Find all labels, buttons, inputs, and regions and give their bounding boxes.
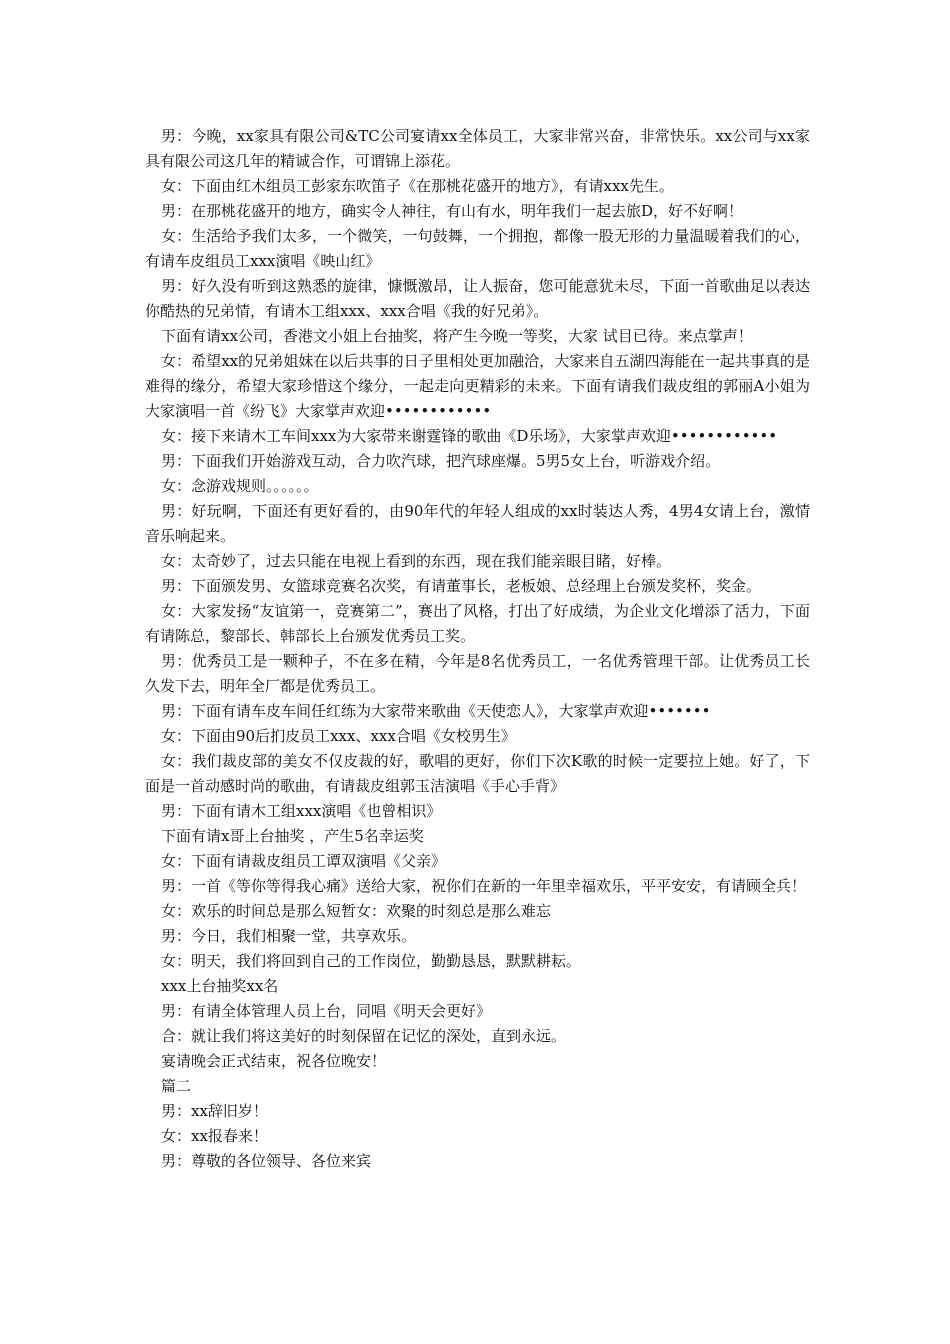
paragraph: 男：好久没有听到这熟悉的旋律，慷慨激昂，让人振奋，您可能意犹未尽，下面一首歌曲足以表达你酷热的兄弟情，有请木工组xxx、xxx合唱《我的好兄弟》。 xyxy=(145,277,810,320)
paragraph: 男：下面有请车皮车间任红练为大家带来歌曲《天使恋人》，大家掌声欢迎••••••• xyxy=(161,702,711,720)
paragraph: 女：下面由红木组员工彭家东吹笛子《在那桃花盛开的地方》，有请xxx先生。 xyxy=(161,177,674,195)
paragraph: 女：大家发扬“友谊第一，竞赛第二”，赛出了风格，打出了好成绩，为企业文化增添了活力，下面有请陈总，黎部长、韩部长上台颁发优秀员工奖。 xyxy=(145,602,810,645)
paragraph: 下面有请x哥上台抽奖 ，产生5名幸运奖 xyxy=(161,827,424,845)
paragraph: 男：优秀员工是一颗种子，不在多在精，今年是8名优秀员工，一名优秀管理干部。让优秀员工长久发下去，明年全厂都是优秀员工。 xyxy=(145,652,810,695)
paragraph: 女：下面由90后扪皮员工xxx、xxx合唱《女校男生》 xyxy=(161,727,516,745)
paragraph: 男：xx辞旧岁！ xyxy=(161,1102,268,1120)
paragraph: 男：好玩啊，下面还有更好看的，由90年代的年轻人组成的xx时装达人秀，4男4女请上台，激情音乐响起来。 xyxy=(145,502,810,545)
paragraph: 男：尊敬的各位领导、各位来宾 xyxy=(161,1152,372,1170)
paragraph: 女：生活给予我们太多，一个微笑，一句鼓舞，一个拥抱，都像一股无形的力量温暖着我们的心，有请车皮组员工xxx演唱《映山红》 xyxy=(145,227,810,270)
paragraph: 女：接下来请木工车间xxx为大家带来谢霆锋的歌曲《D乐场》，大家掌声欢迎•••••••••••• xyxy=(161,427,778,445)
paragraph: 男：今日，我们相聚一堂，共享欢乐。 xyxy=(161,927,417,945)
paragraph: 女：太奇妙了，过去只能在电视上看到的东西，现在我们能亲眼目睹，好棒。 xyxy=(161,552,672,570)
paragraph: 下面有请xx公司，香港文小姐上台抽奖，将产生今晚一等奖，大家 试目已待。来点掌声！ xyxy=(161,327,753,345)
paragraph: 女：xx报春来！ xyxy=(161,1127,268,1145)
paragraph: 男：下面颁发男、女篮球竞赛名次奖，有请董事长，老板娘、总经理上台颁发奖杯，奖金。 xyxy=(161,577,762,595)
paragraph: 男：下面有请木工组xxx演唱《也曾相识》 xyxy=(161,802,442,820)
paragraph: 男：今晚，xx家具有限公司&TC公司宴请xx全体员工，大家非常兴奋，非常快乐。xx公司与xx家具有限公司这几年的精诚合作，可谓锦上添花。 xyxy=(145,127,810,170)
paragraph: 合：就让我们将这美好的时刻保留在记忆的深处，直到永远。 xyxy=(161,1027,567,1045)
paragraph: 女：下面有请裁皮组员工谭双演唱《父亲》 xyxy=(161,852,447,870)
paragraph: 女：明天，我们将回到自己的工作岗位，勤勤恳恳，默默耕耘。 xyxy=(161,952,582,970)
paragraph: 宴请晚会正式结束，祝各位晚安！ xyxy=(161,1052,387,1070)
paragraph: 男：一首《等你等得我心痛》送给大家，祝你们在新的一年里幸福欢乐，平平安安，有请顾全兵！ xyxy=(161,877,807,895)
paragraph: 女：念游戏规则。。。。。。 xyxy=(161,477,319,495)
paragraph: 女：欢乐的时间总是那么短暂女：欢聚的时刻总是那么难忘 xyxy=(161,902,552,920)
paragraph: xxx上台抽奖xx名 xyxy=(161,977,279,995)
paragraph: 男：在那桃花盛开的地方，确实令人神往，有山有水，明年我们一起去旅D，好不好啊！ xyxy=(161,202,744,220)
paragraph: 男：下面我们开始游戏互动，合力吹汽球，把汽球座爆。5男5女上台，听游戏介绍。 xyxy=(161,452,721,470)
paragraph: 女：我们裁皮部的美女不仅皮裁的好，歌唱的更好，你们下次K歌的时候一定要拉上她。好了，下面是一首动感时尚的歌曲，有请裁皮组郭玉洁演唱《手心手背》 xyxy=(145,752,810,795)
document-page xyxy=(145,124,810,1174)
paragraph: 女：希望xx的兄弟姐妹在以后共事的日子里相处更加融洽，大家来自五湖四海能在一起共事真的是难得的缘分，希望大家珍惜这个缘分，一起走向更精彩的未来。下面有请我们裁皮组的郭丽A小姐为大家演唱一首《纷飞》大家掌声欢迎•••••••••••• xyxy=(145,352,810,420)
section-heading: 篇二 xyxy=(161,1077,192,1095)
paragraph: 男：有请全体管理人员上台，同唱《明天会更好》 xyxy=(161,1002,492,1020)
